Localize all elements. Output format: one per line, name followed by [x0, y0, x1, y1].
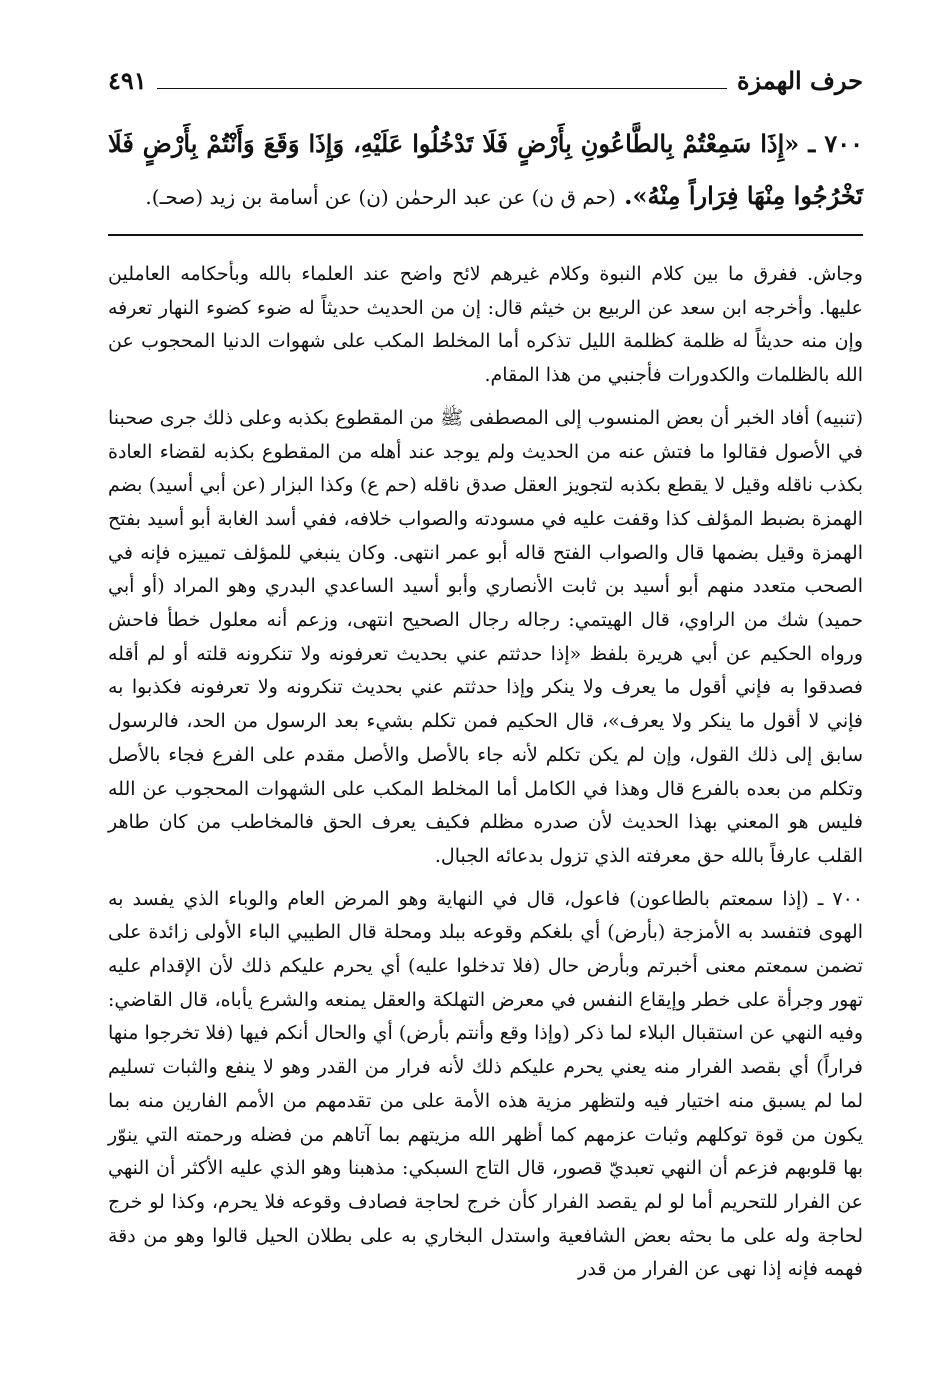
chapter-title: حرف الهمزة: [736, 65, 863, 95]
section-divider: [108, 234, 863, 236]
page-number: ٤٩١: [108, 65, 147, 95]
hadith-source: (حم ق ن) عن عبد الرحمٰن (ن) عن أسامة بن زيد (صحـ).: [145, 185, 616, 209]
commentary-paragraph: ٧٠٠ ـ (إذا سمعتم بالطاعون) فاعول، قال في النهاية وهو المرض العام والوباء الذي يفسد به الهوى فتفسد به الأمزجة (بأرض) أي بلغكم وقوعه ببلد ومحلة قال الطيبي الباء الأولى زائدة على تضمن سمعتم معنى أخبرتم وبأرض حال (فلا تدخلوا عليه) أي يحرم عليكم ذلك لأن الإقدام عليه تهور وجرأة على خطر وإيقاع النفس في معرض التهلكة والعقل يمنعه والشرع يأباه، قال القاضي: وفيه النهي عن استقبال البلاء لما ذكر (وإذا وقع وأنتم بأرض) أي والحال أنكم فيها (فلا تخرجوا منها فراراً) أي بقصد الفرار منه يعني يحرم عليكم ذلك لأنه فرار من القدر وهو لا ينفع والثبات تسليم لما لم يسبق منه اختيار فيه ولتظهر مزية هذه الأمة على من تقدمهم من الأمم الفارين منه بما يكون من قوة توكلهم وثبات عزمهم كما أظهر الله مزيتهم بما آتاهم من فضله ورحمته التي ينوّر بها قلوبهم فزعم أن النهي تعبديّ قصور، قال التاج السبكي: مذهبنا وهو الذي عليه الأكثر أن النهي عن الفرار للتحريم أما لو لم يقصد الفرار كأن خرج لحاجة فصادف وقوعه فلا يحرم، وكذا لو خرج لحاجة وله على ما بحثه بعض الشافعية واستدل البخاري به على بطلان الحيل قالوا وهو من دقة فهمه فإنه إذا نهى عن الفرار من قدر: [108, 887, 863, 1281]
commentary-paragraph: (تنبيه) أفاد الخبر أن بعض المنسوب إلى المصطفى ﷺ من المقطوع بكذبه وعلى ذلك جرى صحبنا في الأصول فقالوا ما فتش عنه من الحديث ولم يوجد عند أهله من المقطوع بكذبه لقضاء العادة بكذب ناقله وقيل لا يقطع بكذبه لتجويز العقل صدق ناقله (حم ع) وكذا البزار (عن أبي أسيد) بضم الهمزة بضبط المؤلف كذا وقفت عليه في مسودته والصواب خلافه، ففي أسد الغابة أبو أسيد بفتح الهمزة وقيل بضمها قال والصواب الفتح قاله أبو عمر انتهى. وكان ينبغي للمؤلف تمييزه فإنه في الصحب متعدد منهم أبو أسيد بن ثابت الأنصاري وأبو أسيد الساعدي البدري وهو المراد (أو أبي حميد) شك من الراوي، قال الهيتمي: رجاله رجال الصحيح انتهى، وزعم أنه معلول خطأ فاحش ورواه الحكيم عن أبي هريرة بلفظ «إذا حدثتم عني بحديث تعرفونه ولا تنكرونه قلته أو لم أقله فصدقوا به فإني أقول ما يعرف ولا ينكر وإذا حدثتم عني بحديث تنكرونه ولا تعرفونه فكذبوا به فإني لا أقول ما ينكر ولا يعرف»، قال الحكيم فمن تكلم بشيء بعد الرسول من الحد، فالرسول سابق إلى ذلك القول، وإن لم يكن تكلم لأنه جاء بالأصل والأصل مقدم على الفرع فجاء بالأصل وتكلم من بعده بالفرع قال وهذا في الكامل أما المخلط المكب على الشهوات المحجوب عن الله فليس هو المعني بهذا الحديث لأن صدره مظلم فكيف يعرف الحق فالمخاطب من كان طاهر القلب عارفاً بالله حق معرفته الذي تزول بدعائه الجبال.: [108, 406, 863, 867]
commentary-paragraph: وجاش. ففرق ما بين كلام النبوة وكلام غيرهم لائح واضح عند العلماء بالله وبأحكامه العاملين عليها. وأخرجه ابن سعد عن الربيع بن خيثم قال: إن من الحديث حديثاً له ضوء كضوء النهار تعرفه وإن منه حديثاً له ظلمة كظلمة الليل تذكره أما المخلط المكب على شهوات الدنيا المحجوب عن الله بالظلمات والكدورات فأجنبي من هذا المقام.: [108, 263, 863, 387]
hadith-matn: ٧٠٠ ـ «إِذَا سَمِعْتُمْ بِالطَّاعُونِ بِأَرْضٍ فَلَا تَدْخُلُوا عَلَيْهِ، وَإِذَا وَقَعَ وَأَنْتُمْ بِأَرْضٍ فَلَا تَخْرُجُوا مِنْهَا فِرَاراً مِنْهُ».: [108, 129, 863, 210]
header-rule: [157, 88, 727, 89]
commentary: [108, 258, 863, 1296]
page-header: [108, 62, 863, 98]
hadith-text: [108, 118, 863, 223]
